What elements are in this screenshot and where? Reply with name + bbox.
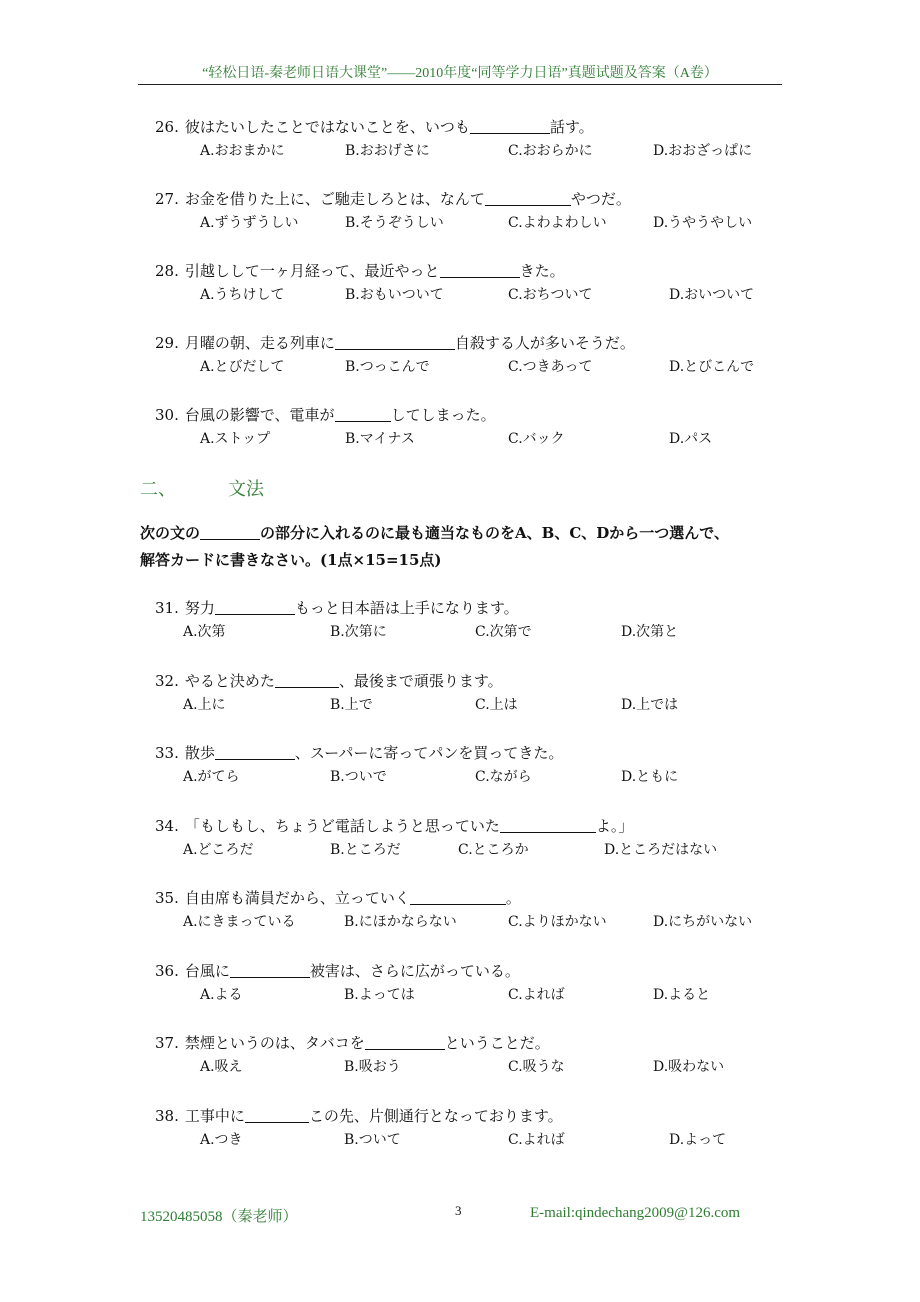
question-stem-before: 引越しして一ヶ月経って、最近やっと xyxy=(184,262,440,280)
answer-option-b: B.吸おう xyxy=(344,1059,401,1075)
answer-option-c: C.吸うな xyxy=(508,1059,565,1075)
question-stem-after: してしまった。 xyxy=(390,406,496,424)
question-34 xyxy=(155,815,633,836)
answer-option-a: A.とびだして xyxy=(200,359,285,375)
answer-option-a: A.吸え xyxy=(200,1059,243,1075)
question-32 xyxy=(155,670,503,691)
footer-email: E-mail:qindechang2009@126.com xyxy=(530,1205,741,1221)
answer-option-c: C.よれば xyxy=(508,986,565,1003)
answer-option-a: A.うちけして xyxy=(200,287,285,303)
answer-blank xyxy=(335,335,455,350)
answer-blank xyxy=(440,263,520,278)
question-number: 37. xyxy=(155,1034,179,1052)
answer-option-a: A.がてら xyxy=(183,769,240,785)
answer-blank xyxy=(485,191,571,206)
question-stem-before: お金を借りた上に、ご馳走しろとは、なんて xyxy=(184,190,485,208)
answer-option-b: B.マイナス xyxy=(345,431,415,447)
question-stem-before: 禁煙というのは、タバコを xyxy=(184,1034,365,1052)
question-stem-before: 努力 xyxy=(184,599,215,617)
answer-option-b: B.そうぞうしい xyxy=(345,215,444,231)
question-26 xyxy=(155,116,594,137)
question-stem-after: 被害は、さらに広がっている。 xyxy=(309,961,520,980)
question-stem-before: 工事中に xyxy=(184,1106,245,1125)
question-27 xyxy=(155,188,631,209)
answer-option-d: D.上では xyxy=(621,696,679,713)
question-number: 31. xyxy=(155,599,179,617)
question-stem-before: 自由席も満員だから、立っていく xyxy=(184,889,410,907)
question-stem-before: 彼はたいしたことではないことを、いつも xyxy=(184,118,470,136)
instruction-after: の部分に入れるのに最も適当なものをA、B、C、Dから一つ選んで、 xyxy=(260,524,729,542)
answer-option-b: B.つっこんで xyxy=(345,359,430,375)
answer-option-b: B.おもいついて xyxy=(345,287,444,303)
answer-option-d: D.パス xyxy=(669,431,713,447)
answer-option-a: A.つき xyxy=(200,1131,243,1148)
question-stem-after: 。 xyxy=(505,889,521,907)
answer-blank xyxy=(365,1035,445,1050)
answer-option-a: A.よる xyxy=(200,986,243,1003)
answer-option-c: C.よわよわしい xyxy=(508,215,607,231)
question-stem-after: やつだ。 xyxy=(570,190,631,208)
answer-option-b: B.にほかならない xyxy=(344,914,457,930)
answer-option-d: D.よって xyxy=(669,1131,727,1148)
answer-option-d: D.にちがいない xyxy=(653,914,753,930)
question-38 xyxy=(155,1105,563,1126)
section-title: 文法 xyxy=(228,479,264,500)
question-number: 36. xyxy=(155,961,179,980)
answer-option-c: C.ところか xyxy=(458,841,529,858)
answer-option-b: B.ついで xyxy=(330,769,387,785)
question-stem-after: 、スーパーに寄ってパンを買ってきた。 xyxy=(294,744,564,762)
question-stem-before: 台風に xyxy=(184,961,230,980)
question-stem-after: ということだ。 xyxy=(444,1034,550,1052)
instruction-line-1 xyxy=(140,522,729,543)
answer-option-d: D.ともに xyxy=(621,769,679,785)
question-number: 28. xyxy=(155,262,179,280)
header-divider xyxy=(138,84,782,85)
answer-option-d: D.とびこんで xyxy=(669,359,755,375)
answer-blank xyxy=(215,600,295,615)
answer-blank xyxy=(470,119,550,134)
footer-phone: 13520485058（秦老师） xyxy=(140,1209,298,1225)
question-stem-after: 自殺する人が多いそうだ。 xyxy=(454,334,635,352)
answer-option-c: C.つきあって xyxy=(508,359,593,375)
instruction-blank xyxy=(200,525,260,540)
answer-option-c: C.おおらかに xyxy=(508,143,593,159)
question-stem-before: 台風の影響で、電車が xyxy=(184,406,335,424)
question-stem-before: 散歩 xyxy=(184,744,215,762)
answer-option-c: C.次第で xyxy=(475,624,532,640)
answer-blank xyxy=(230,963,310,978)
answer-option-a: A.おおまかに xyxy=(200,143,285,159)
question-number: 27. xyxy=(155,190,179,208)
question-number: 32. xyxy=(155,671,179,690)
answer-option-d: D.ところだはない xyxy=(604,841,718,858)
answer-option-d: D.うやうやしい xyxy=(653,215,753,231)
answer-option-b: B.よっては xyxy=(344,986,415,1003)
question-stem-before: やると決めた xyxy=(184,671,275,690)
answer-option-b: B.おおげさに xyxy=(345,143,430,159)
answer-blank xyxy=(410,890,506,905)
answer-option-b: B.次第に xyxy=(330,624,387,640)
answer-blank xyxy=(275,673,339,688)
answer-option-d: D.よると xyxy=(653,986,711,1003)
page-header: “轻松日语-秦老师日语大课堂”——2010年度“同等学力日语”真题试题及答案（A卷） xyxy=(202,66,718,81)
answer-blank xyxy=(215,745,295,760)
question-30 xyxy=(155,404,496,425)
question-33 xyxy=(155,742,563,763)
question-28 xyxy=(155,260,565,281)
question-31 xyxy=(155,597,519,618)
answer-option-a: A.にきまっている xyxy=(183,914,296,930)
instruction-line-2: 解答カードに書きなさい。(1点×15=15点) xyxy=(140,551,442,569)
question-stem-before: 月曜の朝、走る列車に xyxy=(184,334,335,352)
answer-option-a: A.どころだ xyxy=(183,841,254,858)
instruction-before: 次の文の xyxy=(140,524,201,542)
question-stem-after: この先、片側通行となっております。 xyxy=(308,1106,563,1125)
answer-option-a: A.ストップ xyxy=(200,431,271,447)
answer-option-a: A.上に xyxy=(183,696,226,713)
answer-option-d: D.次第と xyxy=(621,624,679,640)
answer-option-c: C.よりほかない xyxy=(508,914,607,930)
answer-option-c: C.上は xyxy=(475,696,518,713)
question-stem-after: もっと日本語は上手になります。 xyxy=(294,599,519,617)
answer-option-b: B.ついて xyxy=(344,1131,401,1148)
answer-option-b: B.ところだ xyxy=(330,841,401,858)
question-number: 30. xyxy=(155,406,179,424)
question-stem-after: 、最後まで頑張ります。 xyxy=(338,671,503,690)
question-stem-after: 話す。 xyxy=(549,118,594,136)
question-35 xyxy=(155,887,521,908)
answer-option-a: A.ずうずうしい xyxy=(200,215,299,231)
question-stem-after: きた。 xyxy=(519,262,565,280)
answer-option-b: B.上で xyxy=(330,696,373,713)
answer-blank xyxy=(335,407,391,422)
question-number: 33. xyxy=(155,744,179,762)
answer-option-d: D.おいついて xyxy=(669,287,755,303)
answer-option-c: C.ながら xyxy=(475,769,532,785)
section-number: 二、 xyxy=(140,479,176,500)
section-heading xyxy=(140,475,264,501)
question-36 xyxy=(155,960,520,981)
answer-option-c: C.バック xyxy=(508,431,565,447)
answer-option-a: A.次第 xyxy=(183,624,226,640)
question-number: 29. xyxy=(155,334,179,352)
answer-option-c: C.おちついて xyxy=(508,287,593,303)
question-number: 35. xyxy=(155,889,179,907)
question-number: 34. xyxy=(155,816,179,835)
answer-blank xyxy=(245,1108,309,1123)
answer-option-d: D.おおざっぱに xyxy=(653,143,753,159)
question-number: 38. xyxy=(155,1106,179,1125)
question-stem-after: よ。」 xyxy=(595,816,634,835)
question-stem-before: 「もしもし、ちょうど電話しようと思っていた xyxy=(184,816,500,835)
answer-option-c: C.よれば xyxy=(508,1131,565,1148)
answer-blank xyxy=(500,818,596,833)
question-number: 26. xyxy=(155,118,179,136)
question-37 xyxy=(155,1032,550,1053)
page-number: 3 xyxy=(455,1203,462,1218)
answer-option-d: D.吸わない xyxy=(653,1059,725,1075)
question-29 xyxy=(155,332,635,353)
